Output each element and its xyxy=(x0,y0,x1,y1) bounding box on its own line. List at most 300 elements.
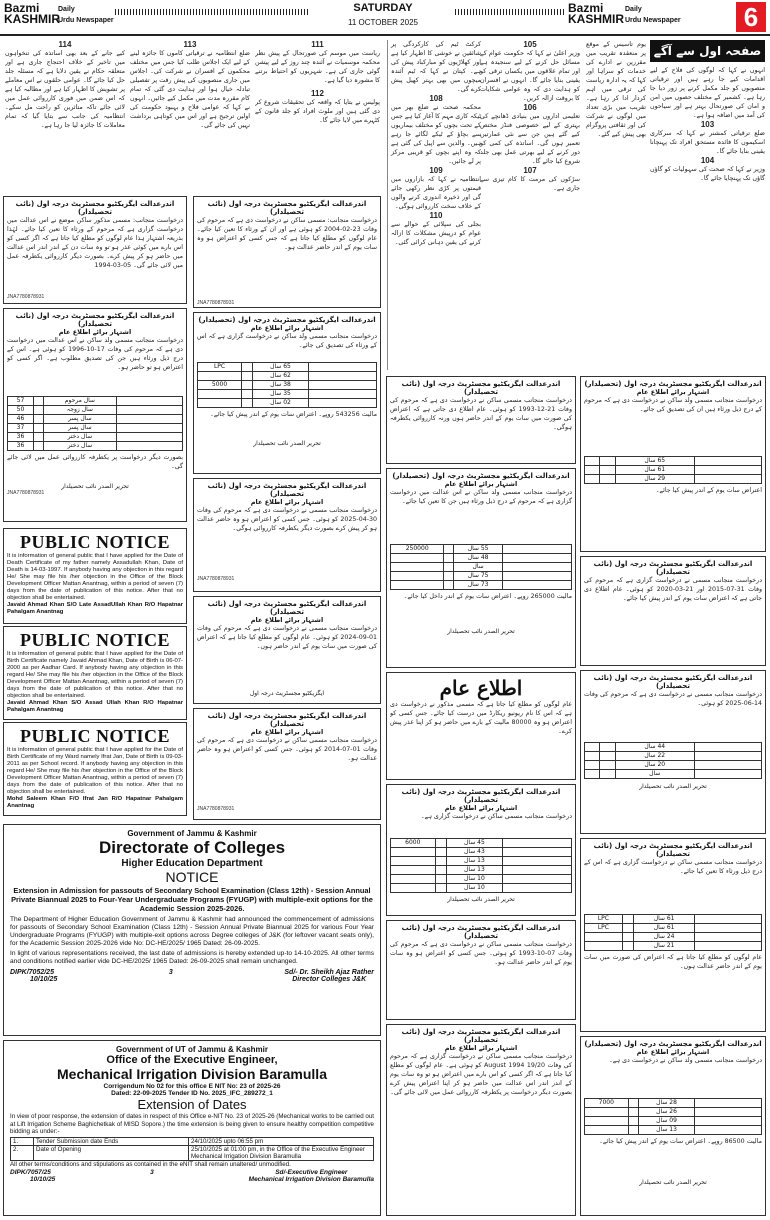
table-row xyxy=(391,554,572,563)
table-cell xyxy=(503,884,572,893)
table-cell xyxy=(585,1108,629,1117)
table-cell xyxy=(391,884,436,893)
table-row xyxy=(585,1099,762,1108)
signature: تحریر الصدر نائب تحصیلدار xyxy=(61,483,129,490)
signature: تحریر الصدر نائب تحصیلدار xyxy=(447,628,515,635)
table-cell xyxy=(694,752,761,761)
table-row xyxy=(8,397,183,406)
jn-code: JNA7780878931 xyxy=(197,300,235,306)
brand-tags-left xyxy=(58,4,114,26)
table-cell xyxy=(585,933,623,942)
table-row xyxy=(585,457,762,466)
table-cell xyxy=(503,839,572,848)
public-notice-title: PUBLIC NOTICE xyxy=(19,630,171,650)
court-header: اندرعدالت ایگزیکٹیو مجسٹریٹ درجہ اول (نائب تحصیلدار) xyxy=(401,788,561,804)
brand-top: Bazmi xyxy=(4,1,40,15)
table-cell: 24 سال xyxy=(634,933,694,942)
table-cell: Tender Submission date Ends xyxy=(34,1137,189,1145)
table-cell: سال پسر xyxy=(44,415,116,424)
table-cell xyxy=(694,457,761,466)
table-cell xyxy=(694,743,761,752)
table-cell: سال xyxy=(453,563,502,572)
court-notice-15: اندرعدالت ایگزیکٹیو مجسٹریٹ درجہ اول (نائب تحصیلدار) درخواست منجانب مسمی نے درخواست دی ہے کہ مرحوم کی وفات 14-06-2025 کو ہوئی۔ 44 سال 22 سال 20 سال سال تحریر الصدر نائب تحصیلدار xyxy=(580,670,766,834)
table-cell xyxy=(444,581,454,590)
cont-number: 114 xyxy=(58,40,72,49)
table-cell xyxy=(600,743,615,752)
ishtihar-heading: اشتہار برائے اطلاع عام xyxy=(636,1048,710,1056)
masthead xyxy=(0,0,770,36)
table-cell: LPC xyxy=(198,363,242,372)
court-header: اندرعدالت ایگزیکٹیو مجسٹریٹ درجہ اول (نائب تحصیلدار) xyxy=(593,674,753,690)
mi-title: Extension of Dates xyxy=(137,1097,247,1112)
table-cell xyxy=(242,372,253,381)
heirs-table xyxy=(390,544,572,590)
ishtihar-heading: اشتہار برائے اطلاع عام xyxy=(250,324,324,332)
brand-tag-urdu: Urdu Newspaper xyxy=(58,17,114,24)
table-row xyxy=(585,466,762,475)
table-cell xyxy=(33,397,43,406)
table-cell xyxy=(694,770,761,779)
table-cell: 29 سال xyxy=(615,475,694,484)
court-notice-1: اندرعدالت ایگزیکٹیو مجسٹریٹ درجہ اول (نائب تحصیلدار) درخواست منجانب: مسمی مذکور ساکن موضع نے اس عدالت میں درخواست گزاری ہے کہ مرحوم کے ورثاء کا تعین کیا جائے۔ لہٰذا بذریعہ اشتہار ہذا عام لوگوں کو مطلع کیا جاتا ہے کہ اگر کسی کو اس بارے میں کوئی عذر ہو تو وہ سات دن کے اندر اندر اس عدالت میں حاضر ہو کر پیش کرے۔ بصورت دیگر کارروائی یکطرفہ عمل میں لائی جائے گی۔ 05-03-1994 JNA7780878931 xyxy=(3,196,187,304)
mi-office: Office of the Executive Engineer, xyxy=(106,1054,278,1066)
table-cell: 09 سال xyxy=(639,1117,694,1126)
table-cell: Date of Opening xyxy=(34,1145,189,1160)
cont-number: 108 xyxy=(429,94,443,103)
heirs-table-body xyxy=(585,457,762,484)
continuation-col-g: انہوں نے کہا کہ لوگوں کی فلاح کے لیے اقدامات کیے جا رہے ہیں اور ترقیاتی منصوبوں کو جلد مکمل کرنے پر زور دیا جا رہا ہے۔ کشمیر کے مختلف حصوں میں امن و امان کی صورتحال بہتر ہے اور سیاحوں کی آمد میں اضافہ ہوا ہے۔ 103 ضلع ترقیاتی کمشنر نے کہا کہ سرکاری اسکیموں کا فائدہ مستحق افراد تک پہنچانا یقینی بنایا جائے گا۔ 104 وزیر نے کہا کہ صحت کی سہولیات کو گاؤں گاؤں تک پہنچایا جائے گا۔ xyxy=(650,67,765,182)
dc-ref-date: 10/10/25 xyxy=(30,976,58,983)
ishtihar-heading: اشتہار برائے اطلاع عام xyxy=(250,616,324,624)
table-cell: 62 سال xyxy=(252,372,308,381)
brand-right xyxy=(568,3,624,25)
table-cell xyxy=(391,866,436,875)
public-notice-1 xyxy=(3,528,187,624)
continuation-col-b: 113 ضلع انتظامیہ نے ترقیاتی کاموں کا جائزہ لینے کے لیے ایک اجلاس طلب کیا جس میں مختلف محکموں کے افسران نے شرکت کی۔ اجلاس میں جاری منصوبوں کی پیش رفت پر تفصیلی تبادلہ خیال ہوا اور ہدایت دی گئی کہ تمام کام مقررہ مدت میں مکمل کیے جائیں۔ انہوں نے کہا کہ عوامی فلاح و بہبود حکومت کی اولین ترجیح ہے اور اس میں کوتاہی برداشت نہیں کی جائے گی۔ xyxy=(130,40,250,129)
heirs-table xyxy=(197,362,377,408)
irrigation-notice xyxy=(3,1040,381,1216)
table-cell: 6000 xyxy=(391,839,436,848)
table-cell xyxy=(694,1117,761,1126)
mi-tender: Dated: 22-09-2025 Tender ID No. 2025_IFC_289272_1 xyxy=(111,1090,273,1097)
jn-code: JNA7780878931 xyxy=(7,490,45,496)
table-cell xyxy=(391,857,436,866)
table-cell xyxy=(503,866,572,875)
brand-tag-daily-right: Daily xyxy=(625,6,642,13)
table-row xyxy=(391,848,572,857)
court-header: اندرعدالت ایگزیکٹیو مجسٹریٹ درجہ اول (نائب تحصیلدار) xyxy=(401,1028,561,1044)
public-notice-signer: Javaid Ahmad Khan S/O Assad Ullah Khan R/O Hapatnar Pahalgam Anantnag xyxy=(7,700,183,713)
table-cell xyxy=(444,572,454,581)
public-notice-title: PUBLIC NOTICE xyxy=(19,532,171,552)
heirs-table xyxy=(390,838,572,893)
table-cell: 7000 xyxy=(585,1099,629,1108)
mi-ref: DIPK/7057/25 xyxy=(10,1168,51,1176)
masthead-rule-right xyxy=(455,9,565,15)
dc-signer-title: Director Colleges J&K xyxy=(292,976,367,983)
mi-sign-block xyxy=(249,1169,374,1183)
table-cell: 13 سال xyxy=(639,1126,694,1135)
public-notices xyxy=(3,528,187,818)
table-cell xyxy=(116,424,183,433)
table-cell: 36 xyxy=(8,433,34,442)
table-cell: 250000 xyxy=(391,545,444,554)
dc-notice: NOTICE xyxy=(165,869,219,885)
ittila-aam-title: اطلاع عام xyxy=(439,676,523,700)
table-cell: LPC xyxy=(585,924,623,933)
table-cell xyxy=(585,752,600,761)
court-header: اندرعدالت ایگزیکٹیو مجسٹریٹ درجہ اول (نائب تحصیلدار) xyxy=(207,600,367,616)
court-notice-10: اندرعدالت ایگزیکٹیو مجسٹریٹ درجہ اول (نائب تحصیلدار) اشتہار برائے اطلاع عام درخواست منجانب مسمی ساکن نے درخواست گزاری ہے۔ 45 سال 6000 43 سال 13 سال 13 سال 10 سال 10 سال تحریر الصدر نائب تحصیلدار xyxy=(386,784,576,916)
table-row xyxy=(198,390,377,399)
brand-top-right: Bazmi xyxy=(568,1,604,15)
ishtihar-heading: اشتہار برائے اطلاع عام xyxy=(58,328,132,336)
table-cell xyxy=(694,933,761,942)
cont-number: 111 xyxy=(311,40,324,49)
table-cell xyxy=(628,1099,639,1108)
brand-tags-right xyxy=(625,4,681,26)
cont-number: 104 xyxy=(700,156,715,165)
mi-gov: Government of UT of Jammu & Kashmir xyxy=(115,1045,269,1054)
public-notice-body: It is information of general public that I have applied for the Date of Birth Certificate of my Ward namely Ifrat Jan, Date of Birth is 09-03-2011 as per School record. If anybody having any objection in this regard He/ She may file his /her objection in the Office of the Block Development Officer Mattan Anantnag, within a period of seven (7) days from the date of publication of this notice. After that no objection shall be entertained. xyxy=(7,747,183,795)
table-row xyxy=(8,433,183,442)
table-row xyxy=(8,406,183,415)
table-cell xyxy=(116,433,183,442)
table-cell xyxy=(435,884,446,893)
mi-footer: All other terms/conditions and stipulations as contained in the eNIT shall remain unaltered/ unmodified. xyxy=(10,1160,291,1168)
heirs-table xyxy=(584,456,762,484)
mi-division: Mechanical Irrigation Division Baramulla xyxy=(57,1066,327,1082)
table-cell: 02 سال xyxy=(252,399,308,408)
heirs-table-body xyxy=(585,1099,762,1135)
court-notice-4: اندرعدالت ایگزیکٹیو مجسٹریٹ درجہ اول (تحصیلدار) اشتہار برائے اطلاع عام درخواست منجانب مسمی ولد ساکن نے درخواست گزاری ہے کہ اس کے ورثاء کی تصدیق کی جائے۔ 65 سال LPC 62 سال 38 سال 5000 35 سال 02 سال مالیت 543256 روپے۔ اعتراض سات یوم کے اندر پیش کیا جائے۔ تحریر الصدر نائب تحصیلدار xyxy=(193,312,381,474)
table-cell: سال xyxy=(615,770,694,779)
heirs-table-body xyxy=(391,545,572,590)
front-section-banner xyxy=(650,40,765,62)
heirs-table-body xyxy=(585,743,762,779)
heirs-table xyxy=(584,914,762,951)
table-cell xyxy=(242,399,253,408)
table-cell xyxy=(694,1126,761,1135)
table-cell xyxy=(33,415,43,424)
mi-signer-title: Mechanical Irrigation Division Baramulla xyxy=(248,1175,374,1183)
table-row xyxy=(198,399,377,408)
table-cell xyxy=(308,399,376,408)
table-cell xyxy=(198,399,242,408)
table-cell xyxy=(435,866,446,875)
continuation-col-f: یوم تاسیس کے موقع پر منعقدہ تقریب میں مقررین نے ادارے کی خدمات کو سراہا اور کہا کہ یہ ادارہ ریاست کی ترقی میں اہم کردار ادا کر رہا ہے۔ تقریب میں بڑی تعداد میں لوگوں نے شرکت کی اور ثقافتی پروگرام بھی پیش کیے گئے۔ xyxy=(586,41,646,138)
table-row xyxy=(585,924,762,933)
cont-number: 103 xyxy=(700,120,715,129)
table-cell xyxy=(308,390,376,399)
table-cell xyxy=(435,848,446,857)
table-row xyxy=(391,875,572,884)
table-cell: 13 سال xyxy=(446,866,503,875)
masthead-day: SATURDAY xyxy=(353,2,413,14)
public-notice-2 xyxy=(3,626,187,720)
mi-ref-date: 10/10/25 xyxy=(30,1175,56,1183)
table-cell: 37 xyxy=(8,424,34,433)
table-cell: 46 xyxy=(8,415,34,424)
front-section-title: صفحہ اول سے آگے xyxy=(653,44,762,58)
table-cell xyxy=(600,752,615,761)
table-cell: سال زوجہ xyxy=(44,406,116,415)
table-cell: LPC xyxy=(585,915,623,924)
continuation-col-a: 114 کیے جانے کے بعد بھی اساتذہ کی تنخواہوں میں تاخیر کے خلاف احتجاج جاری ہے اور متعلقہ حکام نے یقین دلایا ہے کہ مسئلہ جلد حل کیا جائے گا۔ عوامی حلقوں نے اس معاملے پر تشویش کا اظہار کیا ہے اور مطالبہ کیا ہے کہ اس ضمن میں فوری کارروائی عمل میں لائی جائے تاکہ متاثرین کو راحت مل سکے۔ انتظامیہ کی جانب سے بتایا گیا کہ تمام معاملات کا جائزہ لیا جا رہا ہے۔ xyxy=(5,40,125,129)
table-row xyxy=(391,545,572,554)
table-cell: 13 سال xyxy=(446,857,503,866)
cont-number: 105 xyxy=(523,40,537,49)
table-row xyxy=(391,857,572,866)
public-notice-body: It is information of general public that I have applied for the Date of Birth Certificate namely Javaid Ahmad Khan, Date of Birth is 06-07-2000 as per Aadhar Card. If anybody having any objection in this regard He/ She may file his /her objection in the Office of the Block Development Officer Mattan Anantnag, within a period of seven (7) days from the date of publication of this notice. After that no objection shall be entertained. xyxy=(7,651,183,699)
table-cell: 5000 xyxy=(198,381,242,390)
court-header: اندرعدالت ایگزیکٹیو مجسٹریٹ درجہ اول (تحصیلدار) xyxy=(584,380,762,388)
table-cell xyxy=(694,761,761,770)
public-notice-title: PUBLIC NOTICE xyxy=(19,726,171,746)
table-cell: 57 xyxy=(8,397,34,406)
court-header: اندرعدالت ایگزیکٹیو مجسٹریٹ درجہ اول (نائب تحصیلدار) xyxy=(401,380,561,396)
table-row xyxy=(8,415,183,424)
table-cell: 65 سال xyxy=(252,363,308,372)
table-row xyxy=(8,442,183,451)
table-cell xyxy=(116,406,183,415)
dc-dept: Higher Education Department xyxy=(121,858,263,869)
table-row xyxy=(11,1145,374,1160)
court-notice-9: اندرعدالت ایگزیکٹیو مجسٹریٹ درجہ اول (تحصیلدار) اشتہار برائے اطلاع عام درخواست منجانب مسمی ولد ساکن نے اس عدالت میں درخواست گزاری ہے کہ مرحوم کے درج ذیل ورثاء ہیں جن کا تعین کیا جائے۔ 55 سال 250000 48 سال سال 75 سال 73 سال مالیت 265000 روپے۔ اعتراض سات یوم کے اندر داخل کیا جائے۔ تحریر الصدر نائب تحصیلدار xyxy=(386,468,576,668)
masthead-date: 11 OCTOBER 2025 xyxy=(348,18,418,27)
table-cell xyxy=(585,466,600,475)
table-cell xyxy=(391,848,436,857)
table-cell xyxy=(116,415,183,424)
table-cell: 44 سال xyxy=(615,743,694,752)
table-row xyxy=(585,761,762,770)
court-header: اندرعدالت ایگزیکٹیو مجسٹریٹ درجہ اول (نائب تحصیلدار) xyxy=(15,312,175,328)
table-cell xyxy=(444,563,454,572)
court-header: اندرعدالت ایگزیکٹیو مجسٹریٹ درجہ اول (نائب تحصیلدار) xyxy=(207,482,367,498)
dc-gov: Government of Jammu & Kashmir xyxy=(127,829,257,838)
public-notice-3 xyxy=(3,722,187,816)
table-cell xyxy=(585,942,623,951)
table-cell: 50 xyxy=(8,406,34,415)
ishtihar-heading: اشتہار برائے اطلاع عام xyxy=(444,1044,518,1052)
heirs-table-body xyxy=(8,397,183,451)
directorate-colleges-notice xyxy=(3,824,381,1036)
table-cell xyxy=(585,770,600,779)
table-cell xyxy=(198,372,242,381)
dc-para1: The Department of Higher Education Government of Jammu & Kashmir had announced the commencement of admissions for passouts of Secondary School Examination (Class 12th) - Session Annual Private Biannual 2025 for various Four Year Undergraduate Programs (FYUGP) with multiple-exit options across Degree colleges of J&K (for leftover vacant seats only), for the Academic Session 2025-2026 vide No: DC-HE/2025/ 1965 Dated: 26-09-2025. xyxy=(10,916,374,947)
table-cell: 38 سال xyxy=(252,381,308,390)
ishtihar-heading: اشتہار برائے اطلاع عام xyxy=(444,804,518,812)
cont-number: 110 xyxy=(429,211,443,220)
dc-copies: 3 xyxy=(168,969,173,976)
heirs-table-body xyxy=(585,915,762,951)
table-cell xyxy=(585,1117,629,1126)
table-cell: 61 سال xyxy=(634,924,694,933)
jn-code: JNA7780878931 xyxy=(197,576,235,582)
table-cell xyxy=(628,1126,639,1135)
court-header: اندرعدالت ایگزیکٹیو مجسٹریٹ درجہ اول (نائب تحصیلدار) xyxy=(593,842,753,858)
table-row xyxy=(585,942,762,951)
brand-tag-urdu-right: Urdu Newspaper xyxy=(625,17,681,24)
table-cell: 65 سال xyxy=(615,457,694,466)
heirs-table-body xyxy=(391,839,572,893)
court-notice-11: اندرعدالت ایگزیکٹیو مجسٹریٹ درجہ اول (نائب تحصیلدار) درخواست منجانب مسمی ساکن نے درخواست دی ہے کہ مرحوم کی وفات 07-10-1993 کو ہوئی۔ جس کسی کو اعتراض ہو وہ سات یوم کے اندر حاضر عدالت ہو۔ xyxy=(386,920,576,1020)
table-cell xyxy=(116,397,183,406)
table-row xyxy=(391,581,572,590)
table-cell: سال دختر xyxy=(44,442,116,451)
table-cell: سال دختر xyxy=(44,433,116,442)
table-cell xyxy=(694,915,761,924)
table-row xyxy=(585,743,762,752)
table-cell xyxy=(585,761,600,770)
ishtihar-heading: اشتہار برائے اطلاع عام xyxy=(636,388,710,396)
table-cell xyxy=(503,848,572,857)
table-row xyxy=(198,372,377,381)
mi-corr: Corrigendum No 02 for this office E NIT No: 23 of 2025-26 xyxy=(103,1083,281,1090)
court-notice-6: اندرعدالت ایگزیکٹیو مجسٹریٹ درجہ اول (نائب تحصیلدار) اشتہار برائے اطلاع عام درخواست منجانب مسمی نے درخواست دی ہے کہ مرحوم کی وفات 01-09-2024 کو ہوئی۔ عام لوگوں کو مطلع کیا جاتا ہے کہ اعتراض کی صورت میں سات یوم کے اندر حاضر ہوں۔ ایگزیکٹیو مجسٹریٹ درجہ اول xyxy=(193,596,381,704)
court-notice-5: اندرعدالت ایگزیکٹیو مجسٹریٹ درجہ اول (نائب تحصیلدار) اشتہار برائے اطلاع عام درخواست منجانب مسمی نے درخواست دی ہے کہ مرحوم کی وفات 30-04-2025 کو ہوئی۔ جس کسی کو اعتراض ہو وہ حاضر عدالت ہو کر پیش کرے بصورت دیگر یکطرفہ کارروائی ہوگی۔ JNA7780878931 xyxy=(193,478,381,592)
table-cell: 61 سال xyxy=(634,915,694,924)
dc-sign-block xyxy=(284,969,374,983)
jn-code: JNA7780878931 xyxy=(197,806,235,812)
court-notice-8: اندرعدالت ایگزیکٹیو مجسٹریٹ درجہ اول (نائب تحصیلدار) درخواست منجانب مسمی ساکن نے درخواست دی ہے کہ مرحوم کی وفات 21-12-1993 کو ہوئی۔ عام اطلاع دی جاتی ہے کہ اعتراض کی صورت میں سات یوم کے اندر حاضر ہوں ورنہ کارروائی یکطرفہ ہوگی۔ xyxy=(386,376,576,464)
cont-number: 113 xyxy=(183,40,197,49)
court-notice-16: اندرعدالت ایگزیکٹیو مجسٹریٹ درجہ اول (نائب تحصیلدار) درخواست منجانب مسمی ساکن نے درخواست گزاری ہے کہ اس کے درج ذیل ورثاء کا تعین کیا جائے۔ 61 سال LPC 61 سال LPC 24 سال 21 سال عام لوگوں کو مطلع کیا جاتا ہے کہ اعتراض کی صورت میں سات یوم کے اندر حاضر عدالت ہوں۔ xyxy=(580,838,766,1032)
table-cell xyxy=(600,457,615,466)
table-cell xyxy=(503,572,572,581)
dc-signer: Sd/- Dr. Sheikh Ajaz Rather xyxy=(284,969,374,976)
court-header: اندرعدالت ایگزیکٹیو مجسٹریٹ درجہ اول (نائب تحصیلدار) xyxy=(207,712,367,728)
table-cell: 75 سال xyxy=(453,572,502,581)
mi-ref-block xyxy=(10,1169,55,1183)
table-row xyxy=(585,933,762,942)
table-cell xyxy=(391,581,444,590)
table-row xyxy=(391,839,572,848)
table-cell xyxy=(444,545,454,554)
ishtihar-heading: اشتہار برائے اطلاع عام xyxy=(444,480,518,488)
table-row xyxy=(391,866,572,875)
table-cell xyxy=(600,466,615,475)
table-cell xyxy=(585,1126,629,1135)
court-notice-3: اندرعدالت ایگزیکٹیو مجسٹریٹ درجہ اول (نائب تحصیلدار) درخواست منجانب: مسمی ساکن نے درخواست دی ہے کہ مرحوم کی وفات 23-02-2004 کو ہوئی ہے اور ان کے ورثاء کا تعین کیا جائے۔ عام لوگوں کو مطلع کیا جاتا ہے کہ جس کسی کو اعتراض ہو وہ سات یوم کے اندر حاضر عدالت ہو۔ JNA7780878931 xyxy=(193,196,381,308)
court-header: اندرعدالت ایگزیکٹیو مجسٹریٹ درجہ اول (نائب تحصیلدار) xyxy=(593,560,753,576)
table-cell xyxy=(391,563,444,572)
court-header: اندرعدالت ایگزیکٹیو مجسٹریٹ درجہ اول (نائب تحصیلدار) xyxy=(401,924,561,940)
dc-ref: DIPK/7052/25 xyxy=(10,969,54,976)
dc-para2: In light of various representations received, the last date of admissions is hereby extended up-to 14-10-2025. All other terms and conditions notified earlier vide DC-HE/2025/ 1965 Dated: 26-09-2025 shall remain unchanged. xyxy=(10,950,374,965)
brand-name: KASHMIR xyxy=(4,12,60,26)
dc-subject: Extension in Admission for passouts of Secondary School Examination (Class 12th) - Session Annual Private Biannual 2025 to Four-Year Undergraduate Programs (FYUGP) with multiple-exit options for the Academic Session 2025-2026. xyxy=(11,886,373,913)
signature: تحریر الصدر نائب تحصیلدار xyxy=(253,440,321,447)
table-cell xyxy=(435,857,446,866)
table-cell: 2. xyxy=(11,1145,34,1160)
table-cell xyxy=(694,466,761,475)
signature: تحریر الصدر نائب تحصیلدار xyxy=(639,1179,707,1186)
table-cell xyxy=(503,554,572,563)
dc-ref-block xyxy=(10,969,57,983)
court-header: اندرعدالت ایگزیکٹیو مجسٹریٹ درجہ اول (تحصیلدار) xyxy=(198,316,376,324)
court-header: اندرعدالت ایگزیکٹیو مجسٹریٹ درجہ اول (تحصیلدار) xyxy=(584,1040,762,1048)
table-cell xyxy=(622,915,634,924)
heirs-table-body xyxy=(198,363,377,408)
table-cell xyxy=(242,381,253,390)
table-row xyxy=(585,1108,762,1117)
table-cell: 10 سال xyxy=(446,875,503,884)
table-cell xyxy=(694,1099,761,1108)
table-cell xyxy=(435,839,446,848)
court-notice-14: اندرعدالت ایگزیکٹیو مجسٹریٹ درجہ اول (نائب تحصیلدار) درخواست منجانب مسمی نے درخواست گزاری ہے کہ مرحوم کی وفات 31-07-2015 اور 21-03-2020 کو ہوئی۔ عام اطلاع دی جاتی ہے کہ اعتراض سات یوم کے اندر پیش کیا جائے۔ xyxy=(580,556,766,666)
signature: ایگزیکٹیو مجسٹریٹ درجہ اول xyxy=(249,690,325,697)
ishtihar-heading: اشتہار برائے اطلاع عام xyxy=(250,728,324,736)
table-cell xyxy=(585,475,600,484)
mi-signer: Sd/-Executive Engineer xyxy=(275,1168,348,1176)
table-cell xyxy=(242,363,253,372)
table-cell xyxy=(694,475,761,484)
mi-dates-body xyxy=(11,1137,374,1160)
cont-number: 109 xyxy=(429,166,443,175)
table-cell xyxy=(694,1108,761,1117)
table-cell xyxy=(628,1117,639,1126)
table-cell: 45 سال xyxy=(446,839,503,848)
signature: تحریر الصدر نائب تحصیلدار xyxy=(447,896,515,903)
table-cell: 61 سال xyxy=(615,466,694,475)
signature: تحریر الصدر نائب تحصیلدار xyxy=(639,783,707,790)
heirs-table xyxy=(7,396,183,451)
table-cell: 20 سال xyxy=(615,761,694,770)
table-row xyxy=(585,1117,762,1126)
table-cell xyxy=(503,875,572,884)
table-cell xyxy=(391,875,436,884)
table-row xyxy=(8,424,183,433)
cont-number: 106 xyxy=(523,103,537,112)
court-header: اندرعدالت ایگزیکٹیو مجسٹریٹ درجہ اول (نائب تحصیلدار) xyxy=(207,200,367,216)
brand-left xyxy=(4,3,60,25)
masthead-rule-left xyxy=(115,9,310,15)
table-row xyxy=(391,884,572,893)
table-cell xyxy=(622,924,634,933)
public-notice-body: It is information of general public that I have applied for the Date of Death Certificate of my father namely Assadullah Khan, Date of Death is 14-03-1997. If anybody having any objection in this regard He/ She may file his /her objection in the Office of the Block Development Officer Mattan Anantnag, within a period of seven (7) days from the date of publication of this notice. After that no objection shall be entertained. xyxy=(7,553,183,601)
table-cell xyxy=(585,457,600,466)
table-row xyxy=(198,381,377,390)
table-cell xyxy=(600,770,615,779)
table-cell xyxy=(391,554,444,563)
table-cell xyxy=(503,581,572,590)
table-row xyxy=(585,475,762,484)
dc-title: Directorate of Colleges xyxy=(98,838,286,857)
table-row xyxy=(198,363,377,372)
table-row xyxy=(585,752,762,761)
table-cell: 21 سال xyxy=(634,942,694,951)
mi-copies: 3 xyxy=(150,1168,154,1176)
table-cell: 73 سال xyxy=(453,581,502,590)
mi-dates-table xyxy=(10,1137,374,1161)
continuation-col-c: 111 ریاست میں موسم کی صورتحال کے پیش نظر محکمہ موسمیات نے آئندہ چند روز کے لیے پیشن گوئی جاری کی ہے۔ شہریوں کو احتیاط برتنے کا مشورہ دیا گیا ہے۔ 112 پولیس نے بتایا کہ واقعہ کی تحقیقات شروع کر دی گئی ہیں اور ملوث افراد کو جلد قانون کے کٹہرے میں لایا جائے گا۔ xyxy=(255,40,380,124)
table-cell xyxy=(600,475,615,484)
brand-name-right: KASHMIR xyxy=(568,12,624,26)
table-cell: 48 سال xyxy=(453,554,502,563)
court-notice-13: اندرعدالت ایگزیکٹیو مجسٹریٹ درجہ اول (تحصیلدار) اشتہار برائے اطلاع عام درخواست منجانب مسمی ولد ساکن نے درخواست دی ہے کہ مرحوم کے درج ذیل ورثاء ہیں ان کی تصدیق کی جائے۔ 65 سال 61 سال 29 سال اعتراض سات یوم کے اندر پیش کیا جائے۔ xyxy=(580,376,766,552)
table-cell xyxy=(33,424,43,433)
cont-number: 112 xyxy=(311,89,324,98)
mi-para: In view of poor response, the extension of dates in respect of this Office e-NIT No. 23 of 2025-26 (Mechanical works to be carried out at Lift Irrigation Scheme Baghichetkak of MISD Sopore.) the time extension is being given to ensure healthy competition competitive bidding as under:- xyxy=(10,1113,374,1135)
continuation-col-e: 105 وزیر اعلیٰ نے کہا کہ حکومت عوام کے مسائل حل کرنے کے لیے سنجیدہ ہے اور تمام علاقوں میں یکساں ترقی کو یقینی بنایا جائے گا۔ انہوں نے افسران کو ہدایت دی کہ وہ عوامی شکایات کا بروقت ازالہ کریں۔ 106 تعلیمی اداروں میں بنیادی ڈھانچے کی بہتری کے لیے خصوصی فنڈز مختص کیے گئے ہیں جن سے نئی عمارتیں تعمیر ہوں گی۔ اساتذہ کی کمی کو دور کرنے کے لیے بھرتی عمل بھی جلد شروع کیا جائے گا۔ 107 سڑکوں کی مرمت کا کام تیزی سے جاری ہے۔ xyxy=(480,40,580,192)
table-row xyxy=(585,915,762,924)
page-number: 6 xyxy=(736,2,766,32)
table-cell xyxy=(33,442,43,451)
table-cell xyxy=(622,942,634,951)
table-cell xyxy=(242,390,253,399)
jn-code: JNA7780878931 xyxy=(7,294,45,300)
